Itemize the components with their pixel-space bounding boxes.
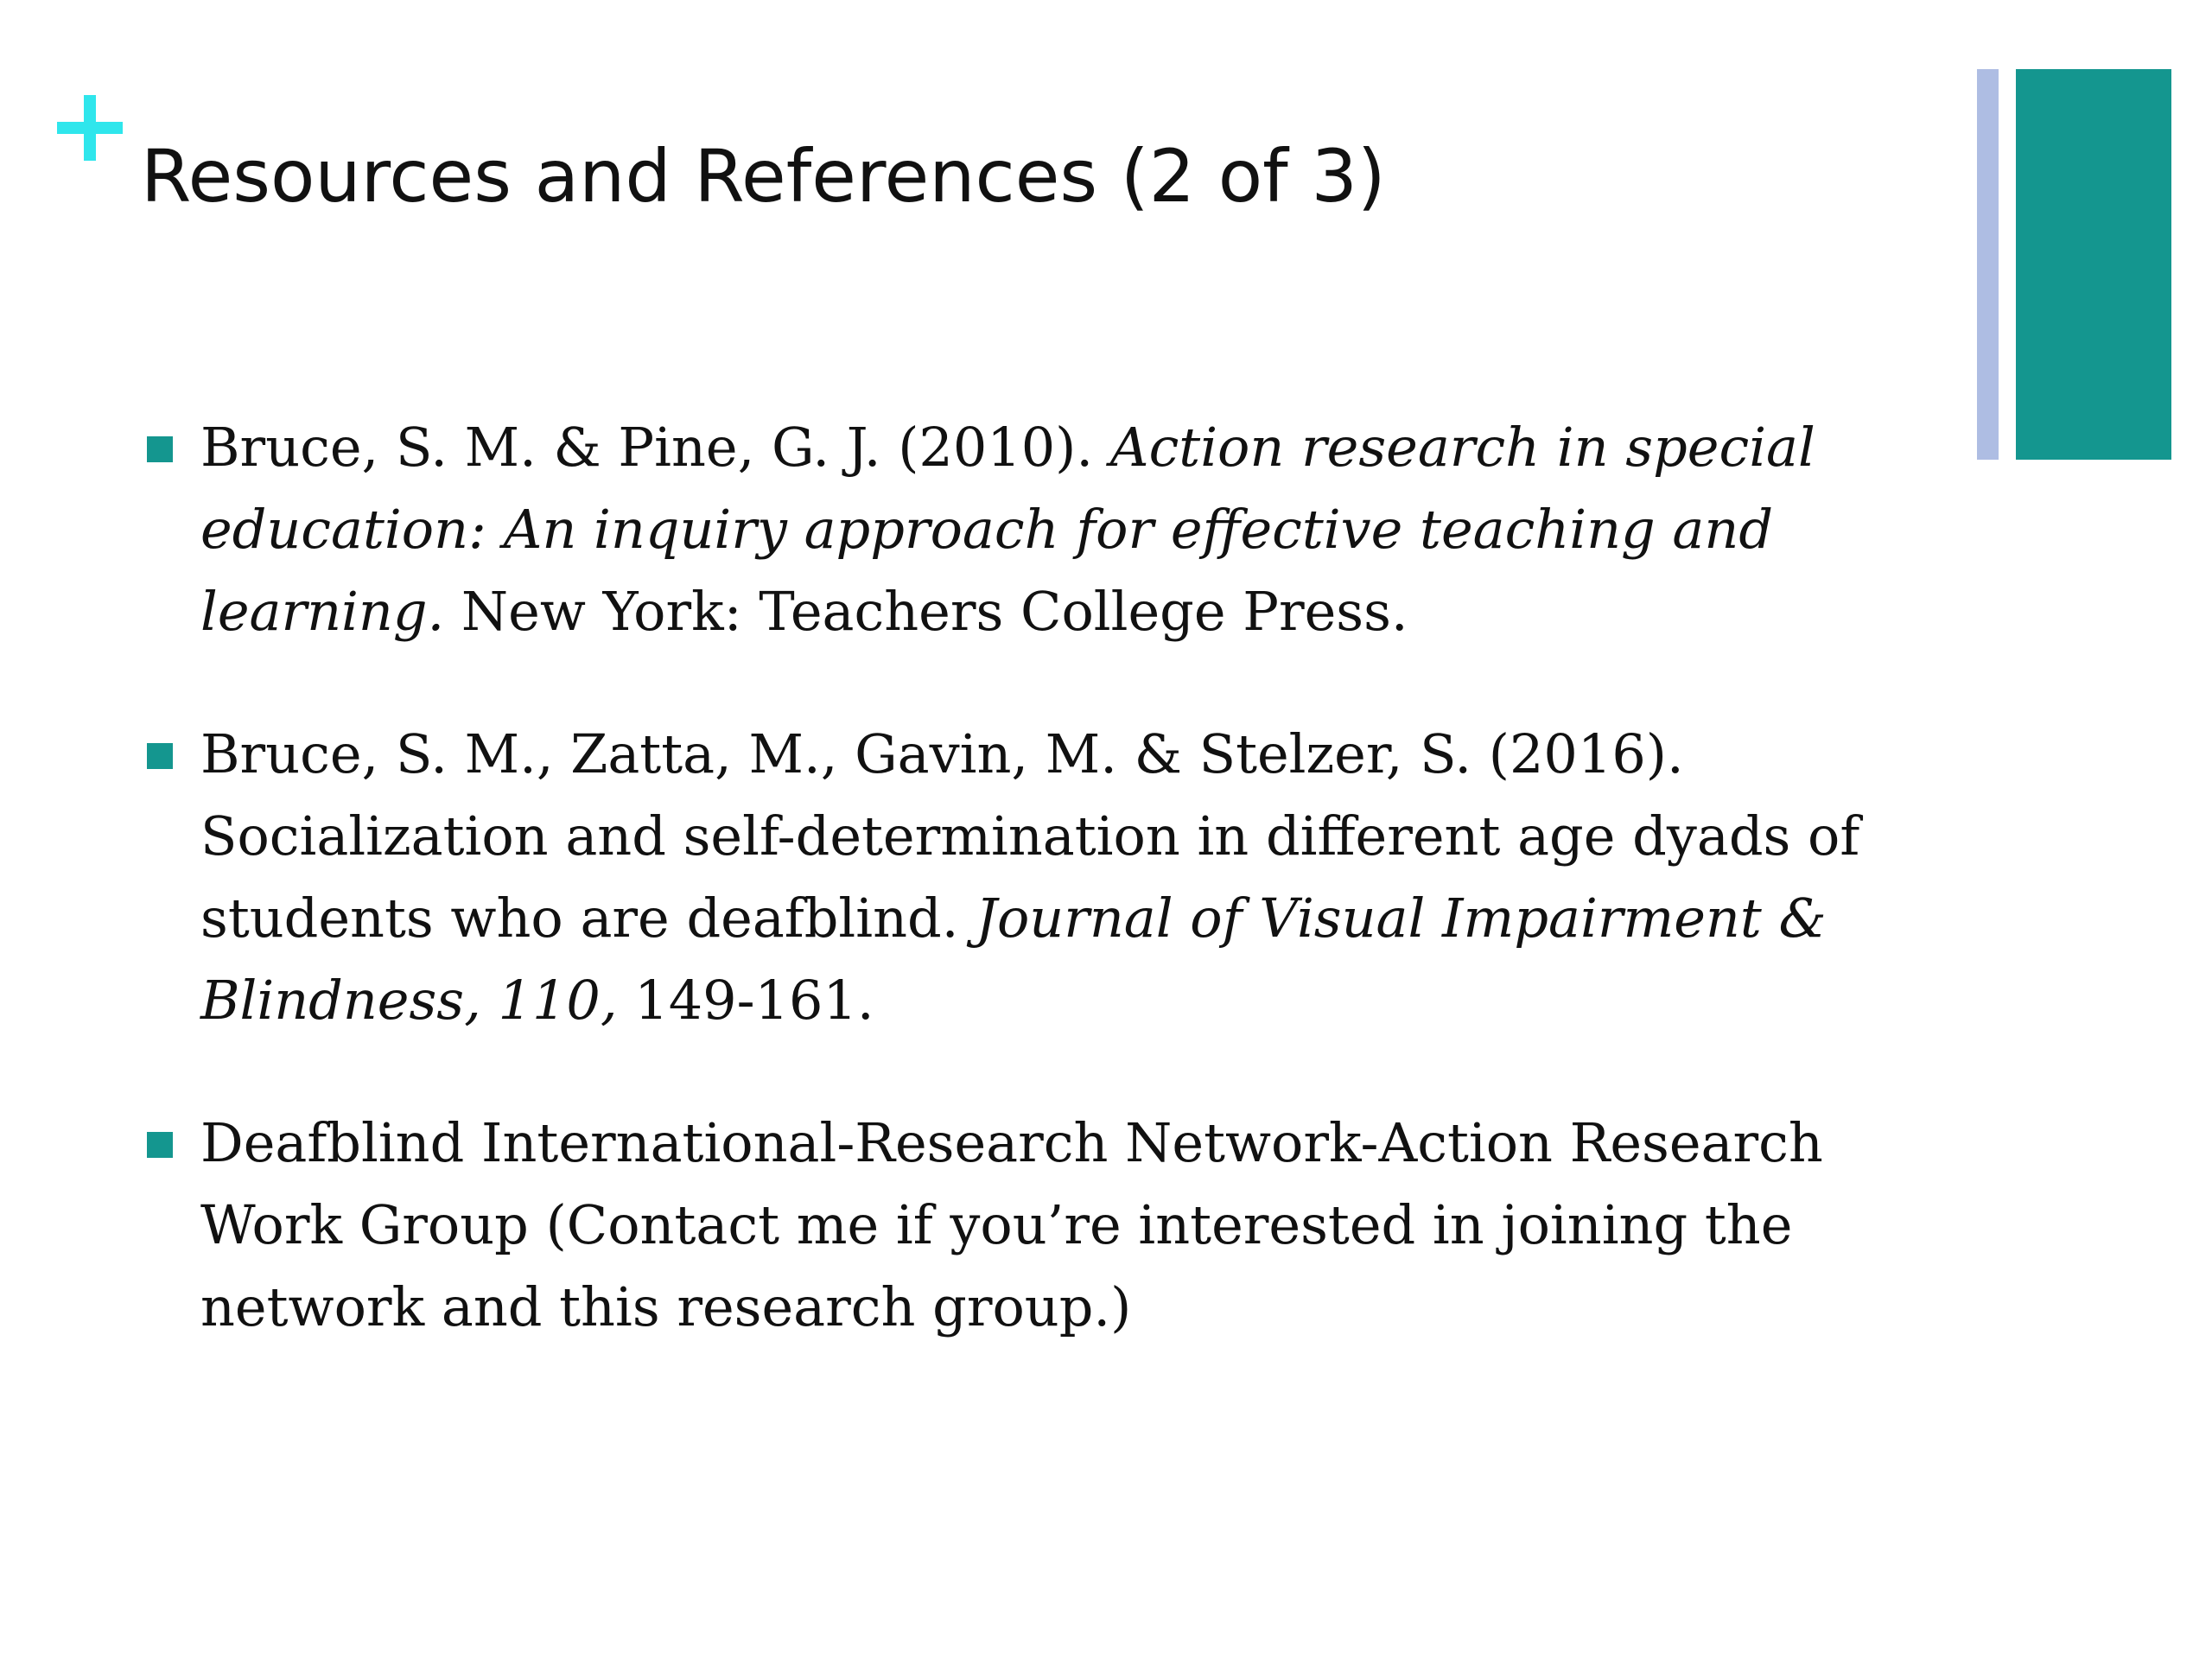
reference-item-1 — [147, 406, 1961, 652]
slide-title: Resources and References (2 of 3) — [141, 134, 1386, 219]
reference-3-text: Deafblind International-Research Network-Action Research Work Group (Contact me if you’re interested in joining the network and this research group.) — [200, 1111, 1823, 1338]
reference-list — [147, 406, 1961, 1408]
reference-2-authors-title: Bruce, S. M., Zatta, M., Gavin, M. & Stelzer, S. (2016). Socialization and self-determination in different age dyads of students who are deafblind. — [200, 722, 1860, 950]
plus-icon — [57, 95, 123, 161]
reference-item-2 — [147, 713, 1961, 1041]
reference-item-3 — [147, 1102, 1961, 1348]
square-bullet-icon — [147, 1132, 173, 1158]
square-bullet-icon — [147, 743, 173, 769]
reference-2-journal: Journal of Visual Impairment & Blindness, 110, — [200, 887, 1827, 1032]
reference-1-authors: Bruce, S. M. & Pine, G. J. (2010). — [200, 416, 1110, 479]
reference-1-title: Action research in special education: An inquiry approach for effective teaching and learning. — [200, 416, 1815, 643]
decorative-accent-block — [2016, 69, 2171, 460]
square-bullet-icon — [147, 436, 173, 462]
decorative-thin-bar — [1977, 69, 1999, 460]
reference-2-pages: 149-161. — [617, 969, 874, 1032]
reference-1-publisher: New York: Teachers College Press. — [444, 580, 1408, 643]
